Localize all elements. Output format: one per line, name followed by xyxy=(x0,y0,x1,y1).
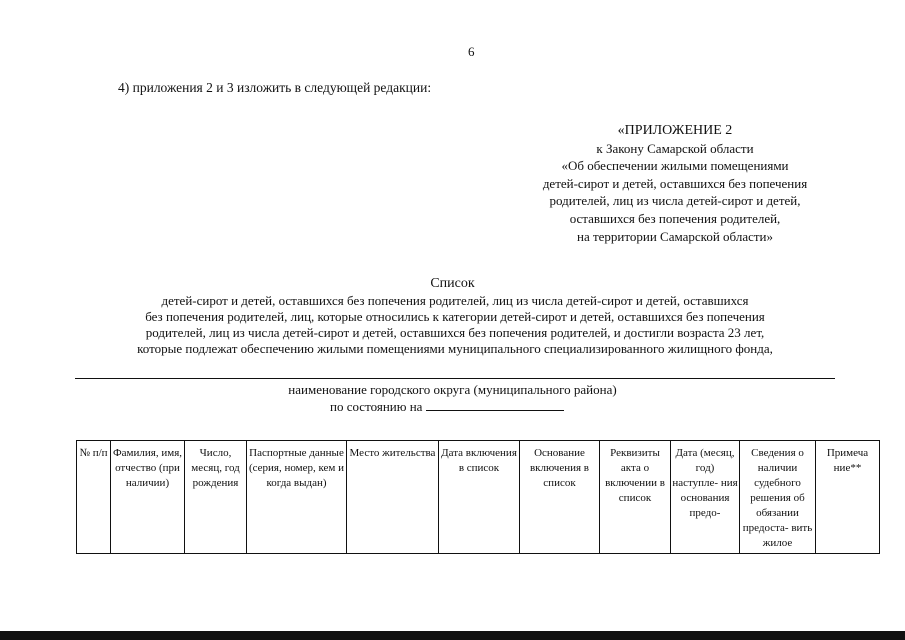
header-full-name: Фамилия, имя, отчество (при наличии) xyxy=(111,441,185,554)
date-line xyxy=(330,399,564,415)
appendix-line: на территории Самарской области» xyxy=(577,228,773,244)
region-fill-line xyxy=(75,378,835,379)
appendix-line: оставшихся без попечения родителей, xyxy=(569,210,781,226)
appendix-line: детей-сирот и детей, оставшихся без попечения xyxy=(542,175,808,191)
appendix-line: к Закону Самарской области xyxy=(596,140,754,156)
header-passport: Паспортные данные (серия, номер, кем и когда выдан) xyxy=(247,441,347,554)
list-description-line: родителей, лиц из числа детей-сирот и детей, оставшихся без попечения родителей, и достигли возраста 23 лет, xyxy=(145,325,765,340)
register-table xyxy=(76,440,880,554)
header-note: Примеча ние** xyxy=(816,441,880,554)
date-label: по состоянию на xyxy=(330,399,423,414)
header-number: № п/п xyxy=(77,441,111,554)
header-inclusion-basis: Основание включения в список xyxy=(520,441,600,554)
appendix-line: «Об обеспечении жилыми помещениями xyxy=(561,158,789,174)
list-description-line: которые подлежат обеспечению жилыми помещениями муниципального специализированного жилищного фонда, xyxy=(137,341,773,356)
amendment-intro: 4) приложения 2 и 3 изложить в следующей редакции: xyxy=(118,80,432,95)
header-inclusion-date: Дата включения в список xyxy=(439,441,520,554)
list-description-line: без попечения родителей, лиц, которые относились к категории детей-сирот и детей, оставшихся без попечения xyxy=(145,309,765,324)
header-court-decision: Сведения о наличии судебного решения об обязании предоста- вить жилое xyxy=(740,441,816,554)
page-number: 6 xyxy=(468,44,475,59)
appendix-heading xyxy=(470,122,880,245)
region-caption: наименование городского округа (муниципального района) xyxy=(288,382,617,397)
header-basis-date: Дата (месяц, год) наступле- ния основания предо- xyxy=(671,441,740,554)
list-description-line: детей-сирот и детей, оставшихся без попечения родителей, лиц из числа детей-сирот и детей, оставшихся xyxy=(161,293,749,308)
date-blank xyxy=(426,400,564,411)
appendix-line: родителей, лиц из числа детей-сирот и детей, xyxy=(549,193,801,209)
table-header-row xyxy=(77,441,880,554)
list-title: Список xyxy=(430,276,475,291)
header-act-details: Реквизиты акта о включении в список xyxy=(600,441,671,554)
scan-bottom-edge xyxy=(0,631,905,640)
header-birth-date: Число, месяц, год рождения xyxy=(185,441,247,554)
header-residence: Место жительства xyxy=(347,441,439,554)
list-description xyxy=(60,293,850,357)
appendix-title: «ПРИЛОЖЕНИЕ 2 xyxy=(617,123,733,138)
